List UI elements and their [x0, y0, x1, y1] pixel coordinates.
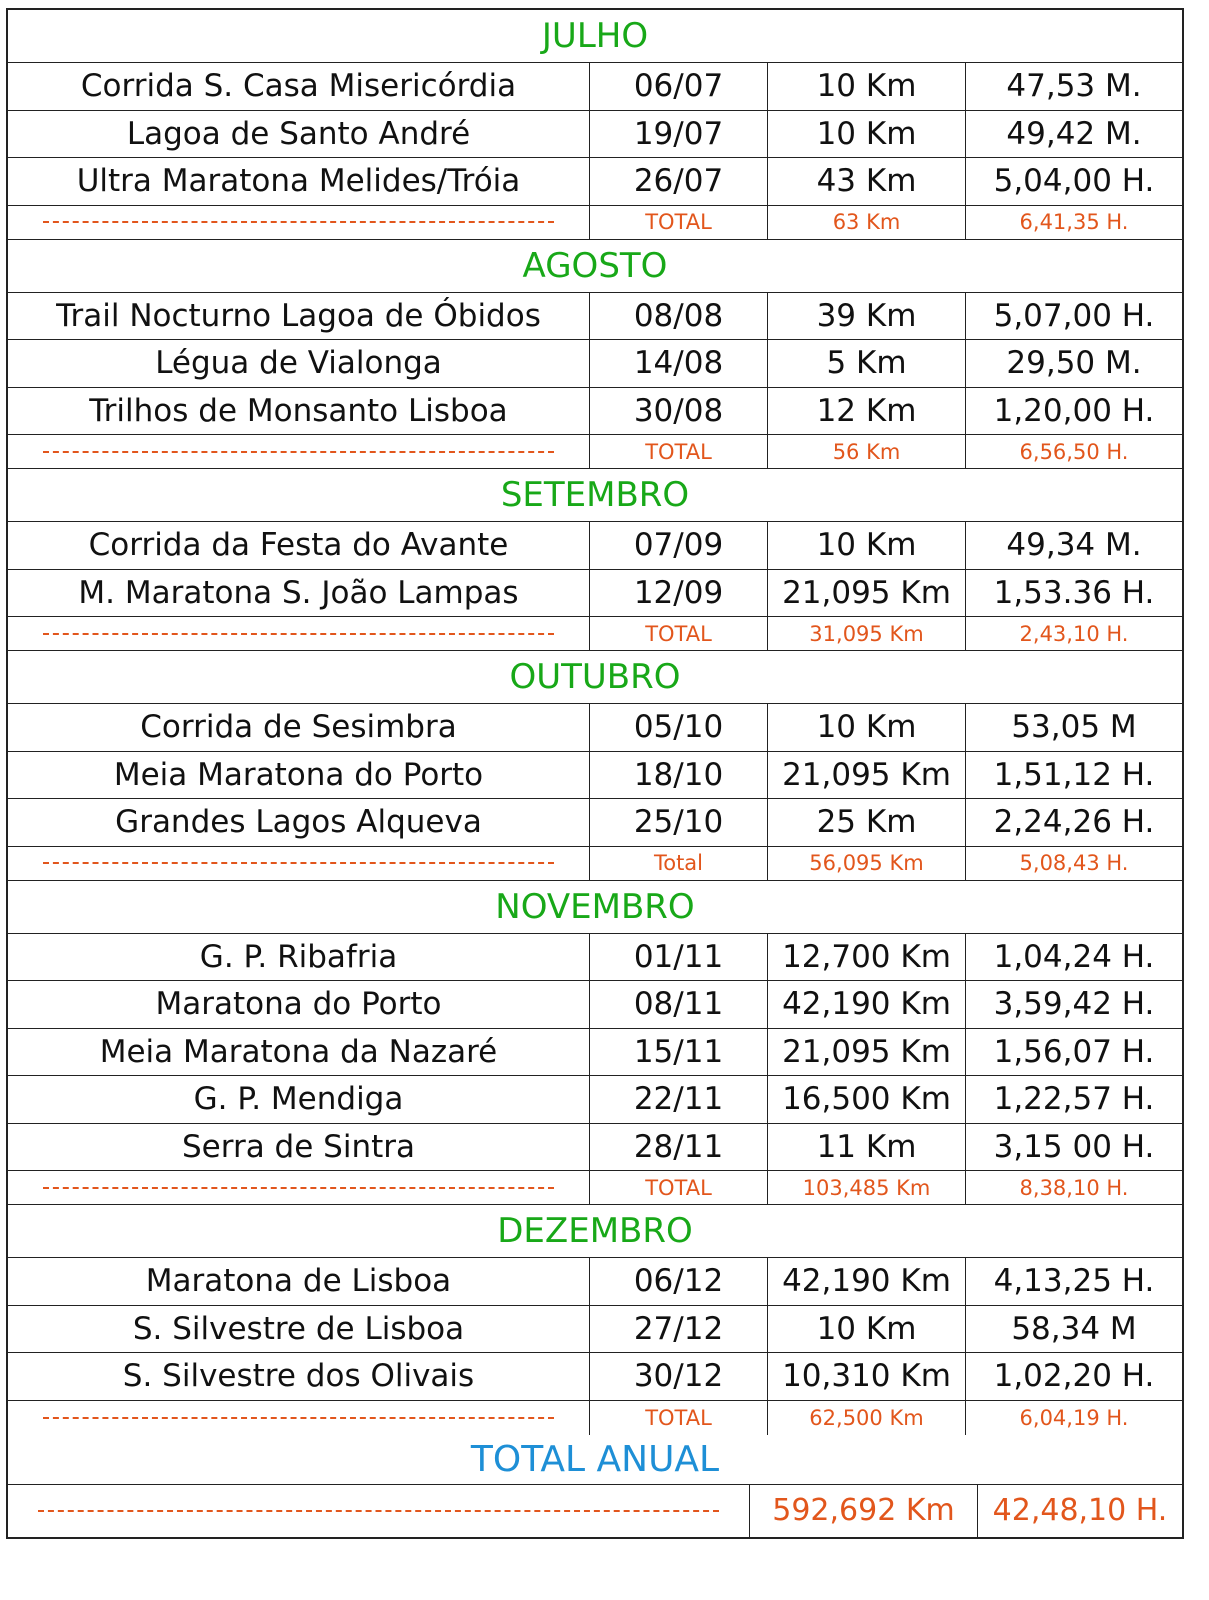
month-total-time: 6,41,35 H. — [1019, 210, 1129, 234]
month-header — [8, 240, 1182, 293]
dashed-separator — [43, 451, 554, 453]
race-name: S. Silvestre dos Olivais — [8, 1353, 590, 1400]
month-total-row — [8, 435, 1182, 469]
race-name: S. Silvestre de Lisboa — [8, 1306, 590, 1353]
race-log-table — [6, 8, 1184, 1539]
race-time: 1,20,00 H. — [993, 392, 1155, 429]
race-distance: 25 Km — [768, 799, 966, 846]
month-total-separator-cell — [8, 1401, 590, 1435]
race-row — [8, 934, 1182, 982]
month-total-distance: 56,095 Km — [768, 847, 966, 880]
race-distance: 42,190 Km — [768, 1258, 966, 1305]
race-name: M. Maratona S. João Lampas — [8, 570, 590, 617]
race-time: 3,15 00 H. — [993, 1128, 1155, 1165]
race-distance: 12 Km — [768, 388, 966, 435]
race-date: 06/12 — [590, 1258, 768, 1305]
race-distance: 39 Km — [768, 293, 966, 340]
month-total-distance: 62,500 Km — [768, 1401, 966, 1435]
race-distance: 16,500 Km — [768, 1076, 966, 1123]
race-row — [8, 1353, 1182, 1401]
race-time: 5,07,00 H. — [993, 297, 1155, 334]
month-total-distance: 103,485 Km — [768, 1171, 966, 1204]
month-total-separator-cell — [8, 435, 590, 468]
race-time: 1,22,57 H. — [993, 1081, 1155, 1118]
dashed-separator — [38, 1510, 720, 1512]
race-name: Lagoa de Santo André — [8, 111, 590, 158]
race-distance: 21,095 Km — [768, 570, 966, 617]
month-header — [8, 1205, 1182, 1258]
month-total-time: 2,43,10 H. — [1019, 621, 1129, 646]
annual-total-distance: 592,692 Km — [750, 1485, 978, 1537]
race-distance: 11 Km — [768, 1124, 966, 1171]
race-name: Ultra Maratona Melides/Tróia — [8, 158, 590, 205]
race-time: 3,59,42 H. — [993, 986, 1155, 1023]
race-date: 12/09 — [590, 570, 768, 617]
dashed-separator — [43, 633, 554, 635]
race-row — [8, 158, 1182, 206]
month-total-row — [8, 617, 1182, 651]
month-total-separator-cell — [8, 1171, 590, 1204]
race-date: 08/08 — [590, 293, 768, 340]
month-header — [8, 469, 1182, 522]
race-name: Corrida S. Casa Misericórdia — [8, 63, 590, 110]
race-time: 29,50 M. — [1006, 345, 1142, 382]
race-time: 4,13,25 H. — [993, 1263, 1155, 1300]
race-row — [8, 340, 1182, 388]
race-date: 14/08 — [590, 340, 768, 387]
race-distance: 21,095 Km — [768, 752, 966, 799]
race-time: 49,34 M. — [1006, 527, 1142, 564]
race-row — [8, 1258, 1182, 1306]
race-name: Trail Nocturno Lagoa de Óbidos — [8, 293, 590, 340]
race-row — [8, 293, 1182, 341]
month-title: SETEMBRO — [500, 475, 690, 515]
race-name: G. P. Mendiga — [8, 1076, 590, 1123]
race-name: Meia Maratona da Nazaré — [8, 1029, 590, 1076]
race-row — [8, 1029, 1182, 1077]
month-total-time: 8,38,10 H. — [1019, 1175, 1129, 1200]
month-total-time: 5,08,43 H. — [1019, 851, 1129, 875]
race-date: 25/10 — [590, 799, 768, 846]
race-date: 19/07 — [590, 111, 768, 158]
annual-total-title: TOTAL ANUAL — [470, 1438, 720, 1480]
race-date: 28/11 — [590, 1124, 768, 1171]
month-total-time: 6,56,50 H. — [1019, 439, 1129, 464]
dashed-separator — [43, 221, 554, 223]
race-distance: 10 Km — [768, 522, 966, 569]
race-name: G. P. Ribafria — [8, 934, 590, 981]
month-total-label: Total — [590, 847, 768, 880]
race-name: Grandes Lagos Alqueva — [8, 799, 590, 846]
race-date: 22/11 — [590, 1076, 768, 1123]
month-total-row — [8, 847, 1182, 881]
race-time: 47,53 M. — [1006, 68, 1142, 105]
race-name: Corrida de Sesimbra — [8, 704, 590, 751]
race-date: 05/10 — [590, 704, 768, 751]
race-date: 08/11 — [590, 981, 768, 1028]
race-row — [8, 111, 1182, 159]
month-total-label: TOTAL — [590, 1171, 768, 1204]
dashed-separator — [43, 1417, 554, 1419]
race-distance: 10 Km — [768, 704, 966, 751]
month-total-time: 6,04,19 H. — [1019, 1405, 1129, 1430]
month-total-row — [8, 206, 1182, 240]
month-title: JULHO — [541, 16, 649, 56]
race-distance: 10 Km — [768, 63, 966, 110]
race-time: 49,42 M. — [1006, 115, 1142, 152]
annual-total-row — [8, 1485, 1182, 1537]
month-total-row — [8, 1401, 1182, 1435]
race-date: 06/07 — [590, 63, 768, 110]
race-time: 1,02,20 H. — [993, 1358, 1155, 1395]
race-distance: 10 Km — [768, 111, 966, 158]
race-row — [8, 1306, 1182, 1354]
annual-total-separator-cell — [8, 1485, 750, 1537]
race-distance: 5 Km — [768, 340, 966, 387]
race-date: 30/08 — [590, 388, 768, 435]
race-name: Légua de Vialonga — [8, 340, 590, 387]
month-total-label: TOTAL — [590, 435, 768, 468]
race-name: Maratona do Porto — [8, 981, 590, 1028]
race-distance: 43 Km — [768, 158, 966, 205]
race-name: Meia Maratona do Porto — [8, 752, 590, 799]
race-name: Trilhos de Monsanto Lisboa — [8, 388, 590, 435]
month-total-separator-cell — [8, 617, 590, 650]
race-date: 01/11 — [590, 934, 768, 981]
race-name: Maratona de Lisboa — [8, 1258, 590, 1305]
race-distance: 42,190 Km — [768, 981, 966, 1028]
race-row — [8, 752, 1182, 800]
race-row — [8, 522, 1182, 570]
race-date: 18/10 — [590, 752, 768, 799]
race-row — [8, 799, 1182, 847]
dashed-separator — [43, 1187, 554, 1189]
race-row — [8, 704, 1182, 752]
race-distance: 10,310 Km — [768, 1353, 966, 1400]
race-date: 27/12 — [590, 1306, 768, 1353]
race-row — [8, 388, 1182, 436]
race-date: 30/12 — [590, 1353, 768, 1400]
race-row — [8, 63, 1182, 111]
month-title: OUTUBRO — [509, 657, 681, 697]
month-total-label: TOTAL — [590, 206, 768, 239]
month-header — [8, 881, 1182, 934]
month-total-row — [8, 1171, 1182, 1205]
month-total-distance: 31,095 Km — [768, 617, 966, 650]
month-total-label: TOTAL — [590, 1401, 768, 1435]
month-title: AGOSTO — [522, 245, 668, 286]
race-time: 2,24,26 H. — [993, 804, 1155, 841]
race-time: 5,04,00 H. — [993, 163, 1155, 200]
race-name: Corrida da Festa do Avante — [8, 522, 590, 569]
month-total-distance: 56 Km — [768, 435, 966, 468]
race-date: 26/07 — [590, 158, 768, 205]
race-time: 1,51,12 H. — [993, 756, 1155, 793]
month-total-label: TOTAL — [590, 617, 768, 650]
race-date: 15/11 — [590, 1029, 768, 1076]
month-total-distance: 63 Km — [768, 206, 966, 239]
month-header — [8, 651, 1182, 704]
race-row — [8, 1076, 1182, 1124]
month-total-separator-cell — [8, 847, 590, 880]
dashed-separator — [43, 862, 554, 864]
race-row — [8, 570, 1182, 618]
race-date: 07/09 — [590, 522, 768, 569]
month-header — [8, 10, 1182, 63]
annual-total-time: 42,48,10 H. — [992, 1493, 1168, 1528]
month-title: DEZEMBRO — [497, 1211, 693, 1251]
race-distance: 12,700 Km — [768, 934, 966, 981]
race-name: Serra de Sintra — [8, 1124, 590, 1171]
race-distance: 10 Km — [768, 1306, 966, 1353]
month-title: NOVEMBRO — [495, 886, 695, 927]
race-time: 1,04,24 H. — [993, 938, 1155, 975]
race-row — [8, 981, 1182, 1029]
month-total-separator-cell — [8, 206, 590, 239]
race-distance: 21,095 Km — [768, 1029, 966, 1076]
race-time: 1,53.36 H. — [993, 574, 1155, 611]
annual-total-header — [8, 1435, 1182, 1485]
race-time: 53,05 M — [1011, 709, 1137, 746]
race-row — [8, 1124, 1182, 1172]
months-container — [8, 10, 1182, 1435]
race-time: 1,56,07 H. — [993, 1033, 1155, 1070]
race-time: 58,34 M — [1011, 1310, 1137, 1347]
